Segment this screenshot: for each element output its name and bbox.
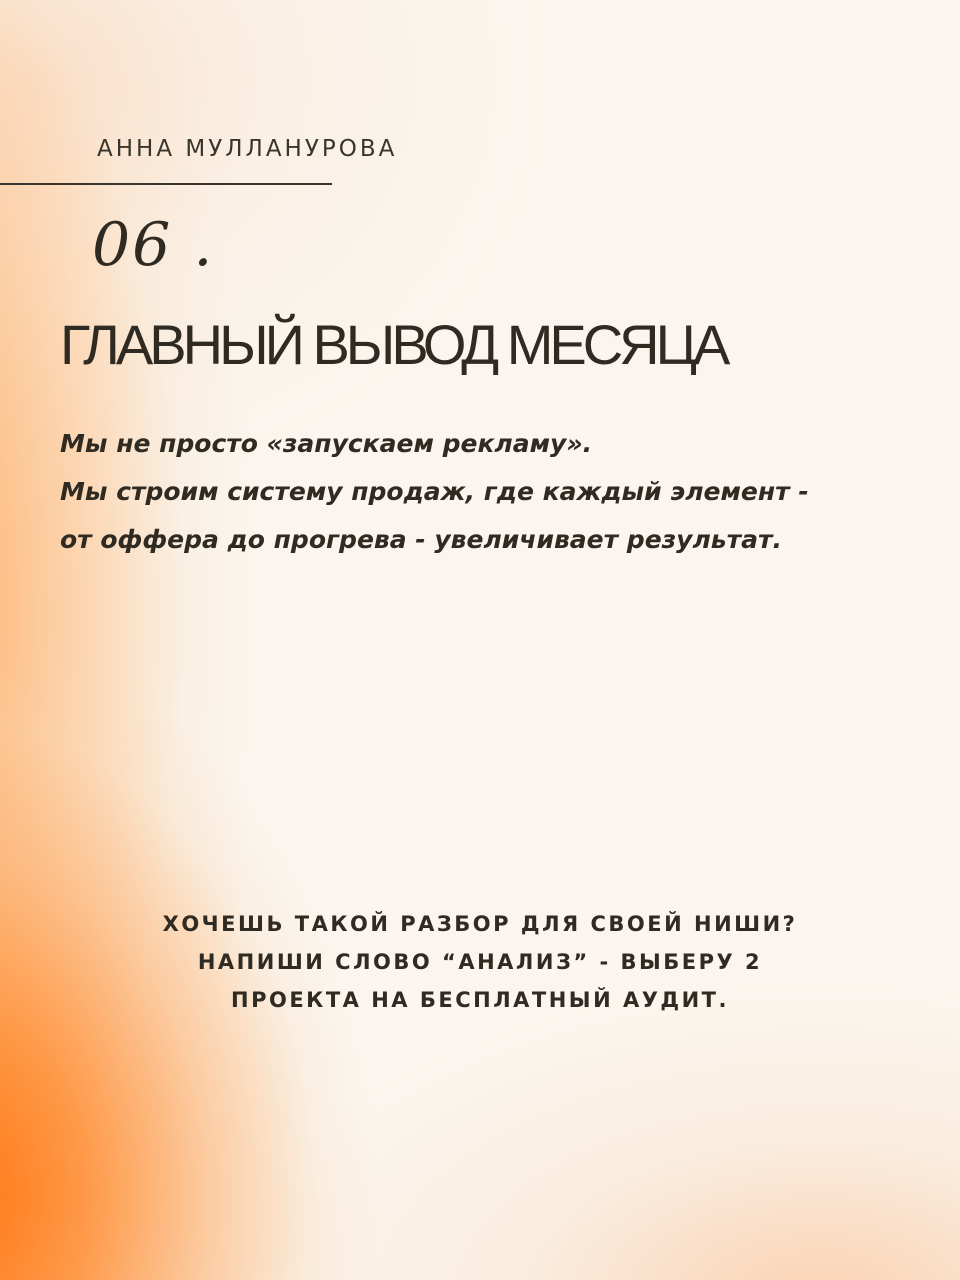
call-to-action [0,905,960,1019]
author-name: АННА МУЛЛАНУРОВА [97,136,398,162]
statement-line: от оффера до прогрева - увеличивает результат. [60,525,782,554]
divider-line [0,183,332,185]
statement-line: Мы не просто «запускаем рекламу». [60,429,593,458]
statement-line: Мы строим систему продаж, где каждый элемент - [60,477,809,506]
page-title: ГЛАВНЫЙ ВЫВОД МЕСЯЦА [60,313,727,376]
cta-line: НАПИШИ СЛОВО “АНАЛИЗ” - ВЫБЕРУ 2 [197,950,763,974]
main-statement [60,420,920,564]
cta-line: ХОЧЕШЬ ТАКОЙ РАЗБОР ДЛЯ СВОЕЙ НИШИ? [162,912,798,936]
cta-line: ПРОЕКТА НА БЕСПЛАТНЫЙ АУДИТ. [231,988,729,1012]
slide-number: 06 . [92,210,215,280]
